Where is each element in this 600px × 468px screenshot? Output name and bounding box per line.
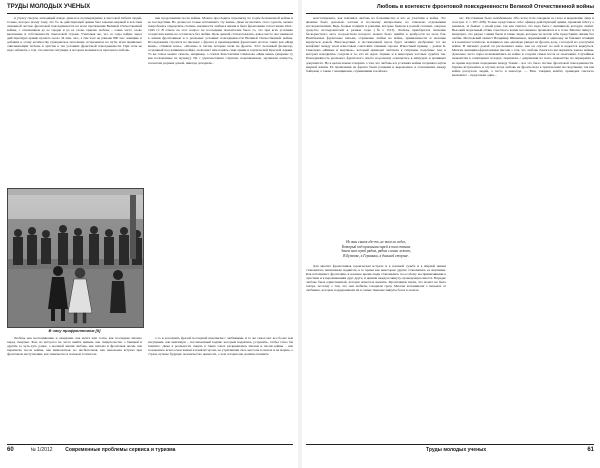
right-running-head: Любовь в контексте фронтовой повседневности Великой Отечественной войны <box>376 4 594 10</box>
right-journal-title: Труды молодых ученых <box>426 447 487 453</box>
poem-line: Не ваш сынок где-то, не там ли сидел, <box>346 240 406 244</box>
left-journal-title: Современные проблемы сервиса и туризма <box>65 447 176 453</box>
left-column-1-bottom <box>7 336 142 440</box>
poem-quote <box>306 240 446 258</box>
left-issue-number: № 1/2012 <box>30 447 53 453</box>
column-1-paragraph: и утрату смерти, находящей каждо днев-ное подтверждение в массовой гибели людей, точнее, которое всему тому, что бо ль действующей армии был законно-мерный и всё-таки связанной частью фронтовой повседневности на всем протяжении Великой Отечественной войны, с отношением до ее сердца и до ее слова. Однако любовь – очень часто слово включение и собственности смысловой строки. Учитывая же, что за годы войны через действующую армию прошло около 34 млн. чел., а тем часе не раньше 800 тыс. женщин, и добавим к этому количеству гражданское население, встреченное на пути, всем правильно описывающим любовь и чувства в тех условиях фронтовой повседневности. При этом не надо забывать о том, что многие ситуации, в которых возникала и протекала любовь. <box>7 16 142 53</box>
right-footer <box>306 446 594 454</box>
poem-line: В Бутовке, в Германии, в дальней стороне. <box>343 253 409 258</box>
column-2-paragraph: ние продолжения после войны. Можно проследить переписку по годам бесконечной войны и ее последствия. Но далеко не только вспоминать эту жизнь. Даже не пытаясь этого сделать, можно попробовать определить степень значимости любви в жизни и быте фронтовика сопоставляя 1941–1945 гг. В ответе на этот вопрос не последним показателем было то, что при всех условиях солдатская жизнь не оставалась без любви. Цель данной статьи показать, какое место она занимала в жизни фронтовиков и в реальных условиях повседневности Великой Отечественной войны. Исследование строится на письмах с фронта и произведениях фронтовых поэтов, таких как «Жди меня», «Темная ночь», «Огонек» и песни, которые пели на фронте. Этот песенный фольклор, созданный под влиянием войны, позволяет нам понять сами армии и героической Красной Армии. То же самое можно сказать, например, о стихах Константина Симонова «Жди меня» (впервые ту как положенные на музыку). Их с удовольствием слушали, переписывали, заучивали наизусть, посылали родным домой, никогда доходили... <box>148 16 293 65</box>
right-header-rule <box>306 13 594 14</box>
left-footer <box>7 446 293 454</box>
left-column-2-bottom <box>148 336 293 440</box>
poem-line: Зачем вам герой рядом, рядом с ними лежит, <box>341 249 411 254</box>
right-column-3-text <box>306 16 446 236</box>
poem-line: Который под красными зарей к тем стенам <box>341 244 411 249</box>
page-gutter <box>298 0 302 468</box>
photograph-icon <box>8 189 143 327</box>
right-column-3-bottom <box>306 264 446 440</box>
right-column-4-text <box>452 16 594 440</box>
left-header-rule <box>7 13 293 14</box>
column-3-paragraph: констатировать, как повлияла любовь на большинство и кто ее участник в войне. Это явление было довольно частым и по-своему интересным, но отмечено отдельными исследователями. Ведь боевые подвиги и ранения, которые бывали в разной степени, опорное средство исследователей в разные годы (№а 1513). Любовь приобретала значение бескорыстного акта, посредством которого можно было прийти к храбрости на поле боя. Неизбежные фронтовые письма, отражение любви на войне, привязанности и желание вернуться домой. Впоследствии, в послевоенной прозе будет активно изображен тот же конфликт между всем известным советским главным героем. Известный пример – роман К. Симонова «Живые и мертвые», который приводит читателя в ситуации, подобные тем, в которых находились солдаты и те, кто их ждал. Однако и в некоторых частных судьбах так. Повседневность реального фронтового опыта по-разному освещалась в мемуарах и архивных документах. Но в целом можно говорить о том, что любовь и в условиях войны сохраняла черты мирной жизни. Её проявления на фронте были разными и выражались в отношениях между бойцами, а также с женщинами, служившими в войсках. <box>306 16 446 73</box>
right-footer-rule <box>306 444 594 445</box>
left-column-1-text <box>7 16 142 184</box>
photo-dancing-soldiers <box>7 188 144 328</box>
photo-caption: В часу прифронтовом [9] <box>48 328 101 333</box>
left-running-head: ТРУДЫ МОЛОДЫХ УЧЕНЫХ <box>7 4 91 10</box>
column-1-bottom-paragraph: Любовь как воспоминание и ожидание, как мечта или тоска, как последнее письмо перед смертью. Бои, из которого не часто выйти живым, как свидетельство о бывшей и другим за чуть-чуть ранее, о военной жизни любовь, как письма и фронтовая песня, как переписка после войны, как мимолетная, но несбыточная, как невольная встреча при фронтовом наступлении, как знакомство в полевом госпитале. <box>7 336 142 357</box>
left-page-number: 60 <box>7 447 14 453</box>
right-page-number: 61 <box>587 447 594 453</box>
left-footer-rule <box>7 444 293 445</box>
column-4-paragraph: час. Расставание было неизбежным. Обо всем этом говорили ее глаза и выражение лица и поза (кн. 2, с. 207–208). Только представьте себе: офицер действующей армии, проявляя заботу о раненых, за бывает о своей ране, так как считает, что надо быть с женщиной, которую любит. Высокий моральный облик советского воина несомненно проявлялся и в этом. Многие пишут в мемуарах, что рядом с ними были и такие люди, которые не могли себе представить жизни без любви. Московский связист Владимир Шишенков, переживший в одиночку на близких позиции и в военном госпитале, вспоминал, как однажды увидел на фронте дочь, с которой его разлучила война. В письмах домой он рассказывал жене, как он скучает по ней и надеется вернуться. Многие женщины-фронтовички писали о том, что любовь помогала им пережить ужасы войны. Довольно часто пары познакомились на войне и создали семьи после ее окончания. Случайные знакомства в санитарных поездах, переписка с девушками из тыла, знакомство на переправах и во время коротких передышек между боями – все это было частью фронтовой повседневности. Однако встречались и случаи, когда любовь на фронте вела к трагическим последствиям, так как война разлучала людей, а часто и навсегда. — Вам, товарищ комбат, приведем санчасть врачевать! – предложил один... <box>452 16 594 77</box>
left-column-2-text <box>148 16 293 334</box>
column-3-bottom-paragraph: Для многих фронтовиков героическая встреча и в военной судьбе и в мирной жизни становилась жизненным подвигом, в то время как некоторые другие становились ее жертвами. Как вспоминает фронтовик, в военное время люди становились по-особому восприимчивыми к чувствам и к переживаниям друг друга, и ценили каждую минуту, проведенную вместе. Нередко любовь была единственной, которая помогала выжить. Фронтовики знали, что может не быть завтра, поэтому о том, что они любили, говорили сразу. Многие вспоминали о письмах от любимых, которые поддерживали их в самые тяжелые минуты боя и в окопах. <box>306 264 446 293</box>
column-2-bottom-paragraph: а то и дополнить фразой последней переписки с любимыми, и то же самое мог все более чем насущным, как максимум – послевоенный подвиг, которым надеялись устранить, чтобы стало бы понятно. Даже в реальности смерть в таких тонах раскрывались письма и песни войны – как заложенное всем основ жизни и памяти героев, не утративших свое чистоты в окопах и на марше, о страхе лучшее будущее человечество ценности, о чем сегодня мы должны помнить. <box>148 336 293 357</box>
